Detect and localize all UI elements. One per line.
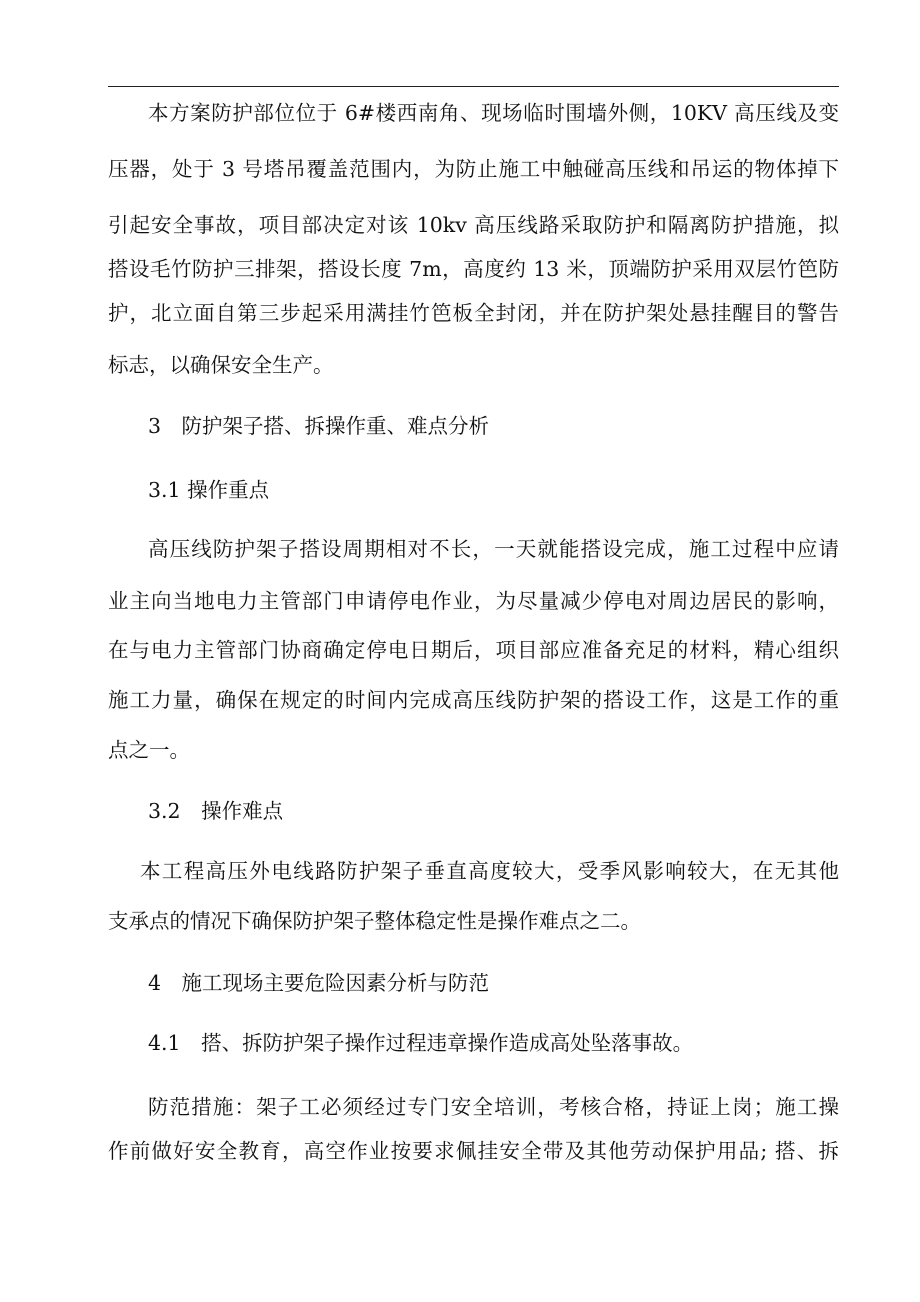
section-heading-3-1: 3.1 操作重点 (148, 478, 270, 502)
paragraph-2-line-1: 高压线防护架子搭设周期相对不长，一天就能搭设完成，施工过程中应请 (148, 537, 839, 561)
paragraph-2-line-5: 点之一。 (108, 738, 190, 762)
paragraph-2-line-2: 业主向当地电力主管部门申请停电作业，为尽量减少停电对周边居民的影响， (108, 589, 839, 613)
section-heading-3-2: 3.2 操作难点 (148, 799, 284, 823)
paragraph-1-line-4: 搭设毛竹防护三排架，搭设长度 7m，高度约 13 米，顶端防护采用双层竹笆防 (108, 257, 839, 281)
paragraph-1-line-5: 护，北立面自第三步起采用满挂竹笆板全封闭，并在防护架处悬挂醒目的警告 (108, 301, 839, 325)
paragraph-4-line-2: 作前做好安全教育，高空作业按要求佩挂安全带及其他劳动保护用品; 搭、拆 (108, 1139, 839, 1163)
paragraph-1-line-1: 本方案防护部位位于 6#楼西南角、现场临时围墙外侧，10KV 高压线及变 (148, 101, 839, 125)
paragraph-3-line-1: 本工程高压外电线路防护架子垂直高度较大，受季风影响较大，在无其他 (140, 859, 839, 883)
paragraph-1-line-3: 引起安全事故，项目部决定对该 10kv 高压线路采取防护和隔离防护措施，拟 (108, 213, 839, 237)
paragraph-1-line-2: 压器，处于 3 号塔吊覆盖范围内，为防止施工中触碰高压线和吊运的物体掉下 (108, 157, 839, 181)
paragraph-3-line-2: 支承点的情况下确保防护架子整体稳定性是操作难点之二。 (108, 909, 641, 933)
paragraph-2-line-4: 施工力量，确保在规定的时间内完成高压线防护架的搭设工作，这是工作的重 (108, 688, 839, 712)
paragraph-1-line-6: 标志，以确保安全生产。 (108, 353, 334, 377)
header-rule (108, 86, 839, 87)
paragraph-2-line-3: 在与电力主管部门协商确定停电日期后，项目部应准备充足的材料，精心组织 (108, 638, 839, 662)
section-heading-4: 4 施工现场主要危险因素分析与防范 (148, 971, 490, 995)
paragraph-4-line-1: 防范措施：架子工必须经过专门安全培训，考核合格，持证上岗；施工操 (148, 1095, 839, 1119)
section-heading-4-1: 4.1 搭、拆防护架子操作过程违章操作造成高处坠落事故。 (148, 1031, 694, 1055)
section-heading-3: 3 防护架子搭、拆操作重、难点分析 (148, 414, 490, 438)
